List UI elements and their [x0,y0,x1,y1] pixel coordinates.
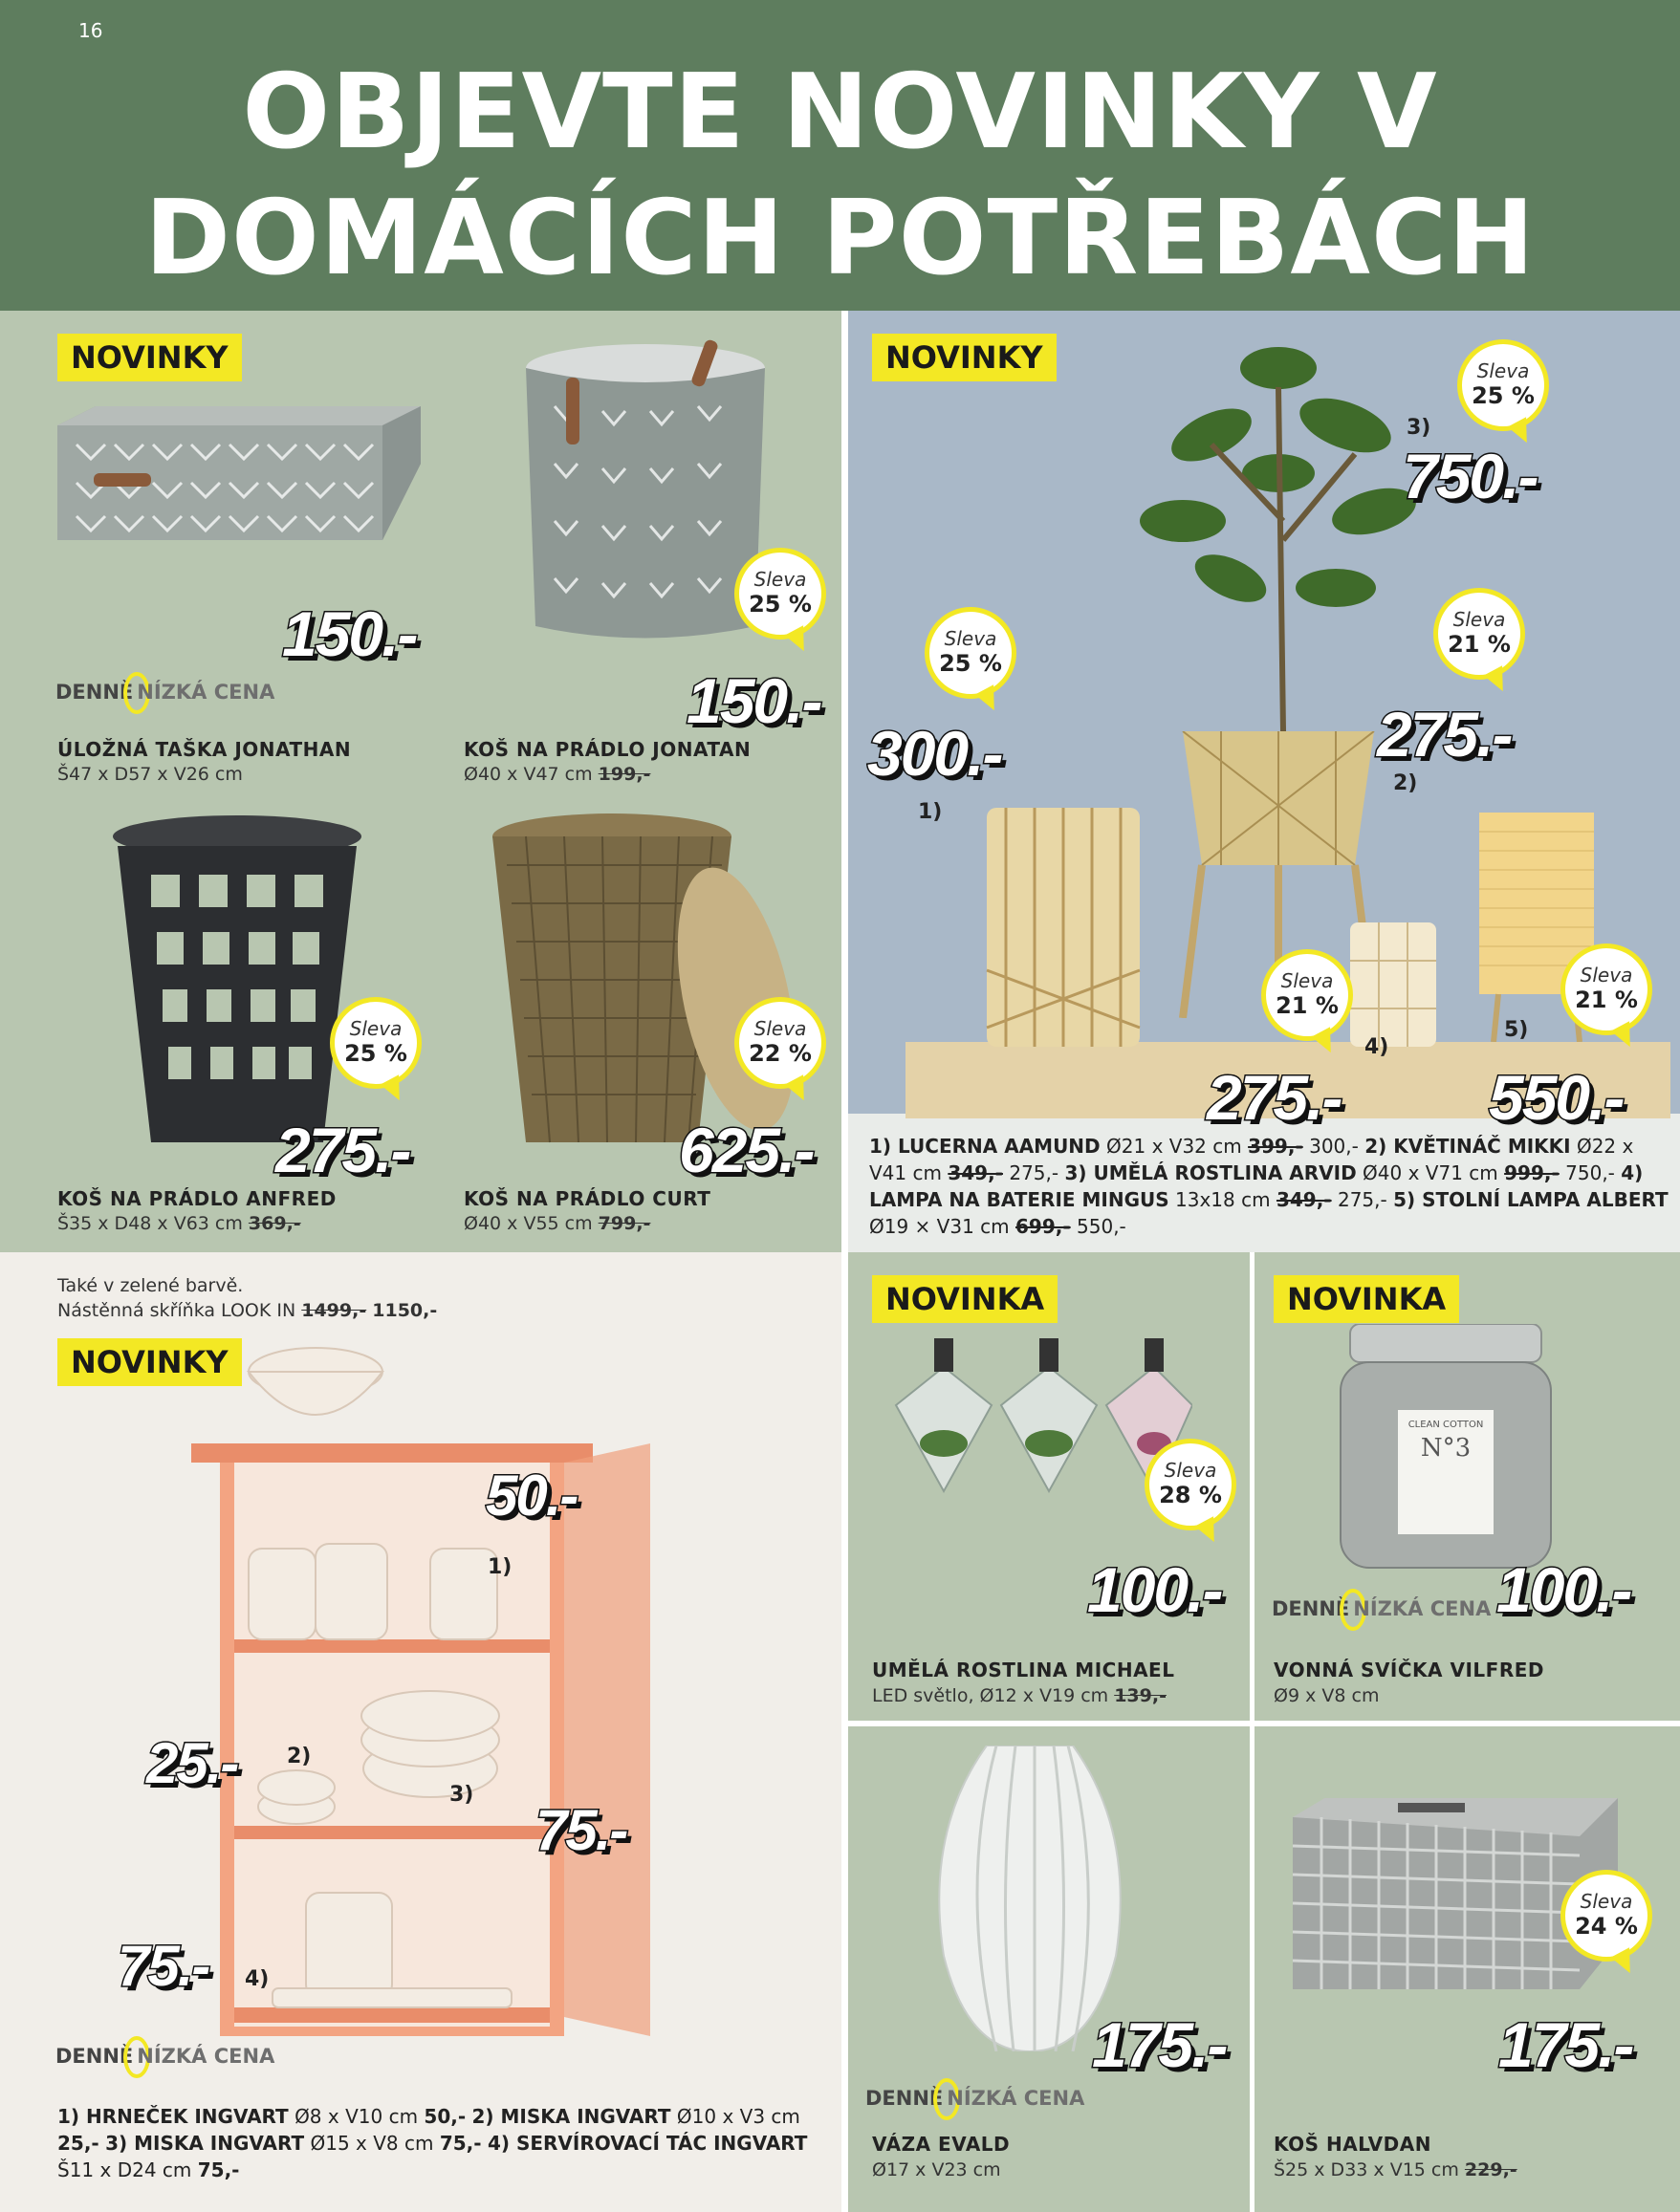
product-title-jonatan: KOŠ NA PRÁDLO JONATAN [464,738,752,761]
product-dims-vilfred: Ø9 x V8 cm [1274,1685,1380,1706]
item-number-1: 1) [488,1555,513,1579]
product-title-michael: UMĚLÁ ROSTLINA MICHAEL [872,1659,1175,1681]
product-title-anfred: KOŠ NA PRÁDLO ANFRED [57,1187,337,1210]
product-dims-curt: Ø40 x V55 cm 799,- [464,1213,651,1234]
panel-storage [0,311,841,1252]
novinky-badge: NOVINKY [872,334,1057,381]
denne-nizka-cena-logo: DENNĚ NÍZKÁ CENA [55,672,274,714]
price-item-5: 550.- [1489,1062,1624,1133]
item-number-4: 4) [245,1967,270,1991]
item-number-3: 3) [449,1783,474,1807]
sleva-badge-jonatan: Sleva 25 % [734,548,826,640]
novinka-badge: NOVINKA [1274,1275,1459,1323]
storage-bag-image [57,406,430,550]
candle-label-line-1: CLEAN COTTON [1407,1420,1484,1430]
novinky-badge: NOVINKY [57,1338,242,1386]
sleva-badge-halvdan: Sleva 24 % [1560,1870,1652,1962]
product-dims-jonatan: Ø40 x V47 cm 199,- [464,764,651,785]
item-number-2: 2) [287,1745,312,1768]
denne-nizka-cena-logo: DENNĚ NÍZKÁ CENA [865,2078,1084,2120]
sleva-badge-5: Sleva 21 % [1560,943,1652,1035]
laundry-basket-anfred-image [113,808,361,1152]
panel-plant-light [848,1252,1250,1721]
lantern-aamund-image [968,798,1159,1047]
sleva-badge-3: Sleva 25 % [1457,339,1549,431]
novinky-badge: NOVINKY [57,334,242,381]
title-line-2: DOMÁCÍCH POTŘEBÁCH [144,179,1536,298]
sleva-badge-1: Sleva 25 % [925,607,1016,699]
price-item-1: 50.- [486,1464,578,1528]
price-item-1: 300.- [867,718,1002,789]
price-halvdan: 175.- [1498,2009,1633,2080]
novinka-badge: NOVINKA [872,1275,1058,1323]
price-vilfred: 100.- [1496,1554,1631,1625]
sleva-badge-curt: Sleva 22 % [734,997,826,1089]
item-number-2: 2) [1393,771,1418,795]
product-title-evald: VÁZA EVALD [872,2133,1011,2156]
price-curt: 625.- [679,1115,814,1185]
item-number-1: 1) [918,800,943,824]
lamp-mingus-image [1350,922,1436,1047]
price-item-4: 75.- [118,1934,209,1998]
price-jonathan: 150.- [282,598,417,669]
product-title-halvdan: KOŠ HALVDAN [1274,2133,1431,2156]
note-line-1: Také v zelené barvě. [57,1275,244,1296]
price-evald: 175.- [1092,2009,1227,2080]
item-number-4: 4) [1364,1035,1389,1059]
sleva-badge-anfred: Sleva 25 % [330,997,422,1089]
sleva-badge-2: Sleva 21 % [1433,588,1525,680]
kitchen-caption: 1) HRNEČEK INGVART Ø8 x V10 cm 50,- 2) MISKA INGVART Ø10 x V3 cm 25,- 3) MISKA INGVART Ø15 x V8 cm 75,- 4) SERVÍROVACÍ TÁC INGVART Š11 x D24 cm 75,- [57,2105,808,2181]
price-item-3: 750.- [1403,441,1538,511]
item-number-3: 3) [1407,416,1431,440]
page-title [0,50,1680,302]
vase-image [929,1746,1130,2051]
product-title-vilfred: VONNÁ SVÍČKA VILFRED [1274,1659,1544,1681]
product-title-curt: KOŠ NA PRÁDLO CURT [464,1187,711,1210]
page-header [0,0,1680,311]
note-line-2: Nástěnná skříňka LOOK IN 1499,- 1150,- [57,1300,438,1321]
panel-candle [1255,1252,1680,1721]
page-number: 16 [78,19,103,42]
laundry-basket-curt-image [488,808,803,1152]
product-dims-jonathan: Š47 x D57 x V26 cm [57,764,243,785]
sleva-badge-4: Sleva 21 % [1261,949,1353,1041]
price-item-4: 275.- [1207,1062,1342,1133]
product-title-jonathan: ÚLOŽNÁ TAŠKA JONATHAN [57,738,352,761]
candle-label-line-2: N°3 [1420,1434,1472,1463]
decor-caption: 1) LUCERNA AAMUND Ø21 x V32 cm 399,- 300,- 2) KVĚTINÁČ MIKKI Ø22 x V41 cm 349,- 275,- 3) UMĚLÁ ROSTLINA ARVID Ø40 x V71 cm 999,- 750,- 4) LAMPA NA BATERIE MINGUS 13x18 cm 349,- 275,- 5) STOLNÍ LAMPA ALBERT Ø19 × V31 cm 699,- 550,- [869,1135,1669,1238]
product-dims-halvdan: Š25 x D33 x V15 cm 229,- [1274,2159,1517,2180]
denne-nizka-cena-logo: DENNĚ NÍZKÁ CENA [55,2036,274,2078]
product-dims-evald: Ø17 x V23 cm [872,2159,1001,2180]
price-item-2: 275.- [1377,699,1512,770]
price-michael: 100.- [1087,1554,1222,1625]
price-jonatan: 150.- [687,665,821,736]
product-dims-anfred: Š35 x D48 x V63 cm 369,- [57,1213,301,1234]
led-plant-image [867,1329,1192,1520]
price-item-2: 25.- [146,1731,238,1795]
product-dims-michael: LED světlo, Ø12 x V19 cm 139,- [872,1685,1167,1706]
panel-basket [1255,1726,1680,2212]
bowls-top-image [244,1343,387,1439]
title-line-1: OBJEVTE NOVINKY V [242,53,1438,172]
price-anfred: 275.- [275,1115,410,1185]
wall-cabinet-image [191,1443,688,2036]
item-number-5: 5) [1504,1018,1529,1042]
panel-kitchen [0,1252,841,2212]
panel-decor [848,311,1680,1252]
panel-vase [848,1726,1250,2212]
sleva-badge-michael: Sleva 28 % [1145,1439,1236,1530]
denne-nizka-cena-logo: DENNĚ NÍZKÁ CENA [1272,1589,1491,1631]
price-item-3: 75.- [535,1798,627,1862]
